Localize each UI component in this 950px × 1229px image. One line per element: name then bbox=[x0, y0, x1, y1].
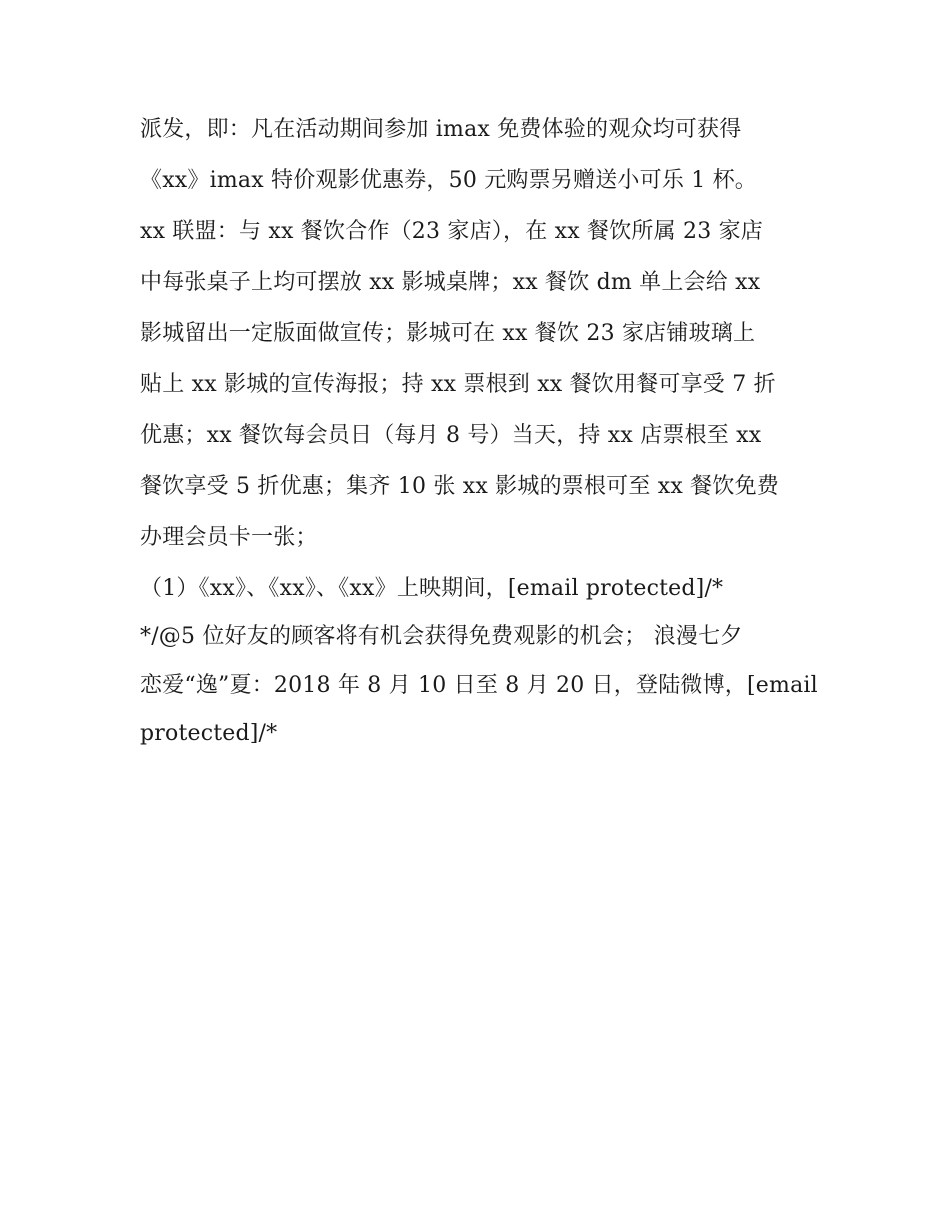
text-line: xx 联盟：与 xx 餐饮合作（23 家店），在 xx 餐饮所属 23 家店 bbox=[140, 219, 763, 244]
text-line: 优惠；xx 餐饮每会员日（每月 8 号）当天，持 xx 店票根至 xx bbox=[140, 423, 762, 448]
text-line: 派发，即：凡在活动期间参加 imax 免费体验的观众均可获得 bbox=[140, 117, 742, 142]
text-line: 中每张桌子上均可摆放 xx 影城桌牌；xx 餐饮 dm 单上会给 xx bbox=[140, 270, 761, 295]
text-line: protected]/* bbox=[140, 721, 278, 746]
text-line: 恋爱“逸”夏：2018 年 8 月 10 日至 8 月 20 日，登陆微博，[email bbox=[140, 673, 818, 698]
text-line: 《xx》imax 特价观影优惠券，50 元购票另赠送小可乐 1 杯。 bbox=[140, 168, 758, 193]
text-line: （1）《xx》、《xx》、《xx》上映期间，[email protected]/* bbox=[140, 576, 724, 601]
text-line: 贴上 xx 影城的宣传海报；持 xx 票根到 xx 餐饮用餐可享受 7 折 bbox=[140, 372, 776, 397]
text-line: 办理会员卡一张； bbox=[140, 525, 318, 550]
text-line: 影城留出一定版面做宣传；影城可在 xx 餐饮 23 家店铺玻璃上 bbox=[140, 321, 756, 346]
document-body bbox=[140, 104, 820, 757]
text-line: */@5 位好友的顾客将有机会获得免费观影的机会； 浪漫七夕 bbox=[140, 624, 743, 649]
text-line: 餐饮享受 5 折优惠；集齐 10 张 xx 影城的票根可至 xx 餐饮免费 bbox=[140, 474, 779, 499]
